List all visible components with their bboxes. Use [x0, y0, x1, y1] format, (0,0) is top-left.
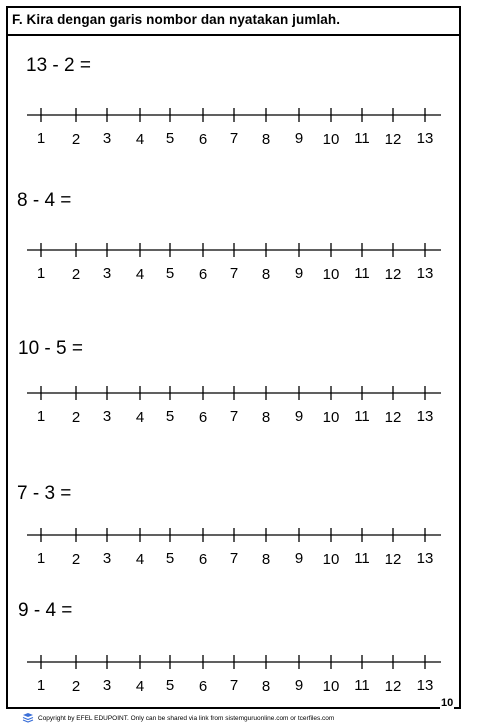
tick-label: 4: [135, 266, 145, 283]
exercise-4: [0, 483, 461, 583]
tick-label: 4: [135, 678, 145, 695]
footer: [22, 710, 462, 726]
number-line: [0, 600, 461, 700]
tick-label: 3: [102, 408, 112, 425]
tick-label: 12: [384, 678, 402, 695]
tick-label: 11: [354, 408, 370, 425]
tick-label: 12: [384, 131, 402, 148]
equation-text: 10 - 5 =: [18, 338, 83, 359]
worksheet-title: F. Kira dengan garis nombor dan nyatakan jumlah.: [12, 12, 341, 27]
exercise-1: [0, 55, 461, 155]
tick-label: 1: [36, 265, 46, 282]
exercise-5: [0, 600, 461, 700]
tick-label: 5: [165, 677, 175, 694]
tick-label: 11: [354, 130, 370, 147]
tick-label: 5: [165, 265, 175, 282]
tick-label: 1: [36, 408, 46, 425]
tick-label: 9: [294, 550, 304, 567]
tick-label: 7: [229, 130, 239, 147]
number-line: [0, 190, 461, 290]
tick-label: 3: [102, 130, 112, 147]
equation-text: 13 - 2 =: [26, 55, 91, 76]
tick-label: 3: [102, 677, 112, 694]
tick-label: 7: [229, 408, 239, 425]
tick-label: 7: [229, 550, 239, 567]
tick-label: 1: [36, 677, 46, 694]
exercise-2: [0, 190, 461, 290]
tick-label: 1: [36, 130, 46, 147]
tick-label: 11: [354, 550, 370, 567]
tick-label: 10: [322, 409, 340, 426]
tick-label: 8: [261, 551, 271, 568]
tick-label: 1: [36, 550, 46, 567]
tick-label: 4: [135, 131, 145, 148]
tick-label: 7: [229, 677, 239, 694]
tick-label: 8: [261, 266, 271, 283]
book-stack-icon: [22, 713, 34, 723]
exercise-3: [0, 338, 461, 438]
tick-label: 13: [416, 265, 434, 282]
title-divider: [6, 34, 461, 36]
tick-label: 13: [416, 408, 434, 425]
tick-label: 2: [71, 131, 81, 148]
tick-label: 9: [294, 677, 304, 694]
tick-label: 8: [261, 678, 271, 695]
number-line: [0, 338, 461, 438]
equation-text: 9 - 4 =: [18, 600, 73, 621]
equation-text: 8 - 4 =: [17, 190, 72, 211]
tick-label: 10: [322, 551, 340, 568]
page-number: 10: [441, 697, 454, 709]
tick-label: 10: [322, 678, 340, 695]
tick-label: 5: [165, 550, 175, 567]
tick-label: 2: [71, 266, 81, 283]
tick-label: 9: [294, 408, 304, 425]
tick-label: 2: [71, 409, 81, 426]
tick-label: 3: [102, 265, 112, 282]
tick-label: 13: [416, 550, 434, 567]
tick-label: 6: [198, 409, 208, 426]
tick-label: 7: [229, 265, 239, 282]
tick-label: 12: [384, 551, 402, 568]
tick-label: 12: [384, 409, 402, 426]
tick-label: 4: [135, 551, 145, 568]
tick-label: 10: [322, 131, 340, 148]
tick-label: 13: [416, 130, 434, 147]
equation-text: 7 - 3 =: [17, 483, 72, 504]
number-line: [0, 55, 461, 155]
tick-label: 11: [354, 677, 370, 694]
tick-label: 10: [322, 266, 340, 283]
tick-label: 3: [102, 550, 112, 567]
tick-label: 13: [416, 677, 434, 694]
tick-label: 2: [71, 678, 81, 695]
tick-label: 6: [198, 678, 208, 695]
tick-label: 8: [261, 131, 271, 148]
tick-label: 4: [135, 409, 145, 426]
tick-label: 9: [294, 265, 304, 282]
tick-label: 6: [198, 551, 208, 568]
footer-copyright: Copyright by EFEL EDUPOINT. Only can be shared via link from sistemguruonline.com or tcerfiles.com: [38, 714, 335, 722]
tick-label: 2: [71, 551, 81, 568]
number-line: [0, 483, 461, 583]
tick-label: 11: [354, 265, 370, 282]
tick-label: 6: [198, 131, 208, 148]
tick-label: 8: [261, 409, 271, 426]
tick-label: 6: [198, 266, 208, 283]
tick-label: 5: [165, 130, 175, 147]
tick-label: 12: [384, 266, 402, 283]
tick-label: 9: [294, 130, 304, 147]
tick-label: 5: [165, 408, 175, 425]
